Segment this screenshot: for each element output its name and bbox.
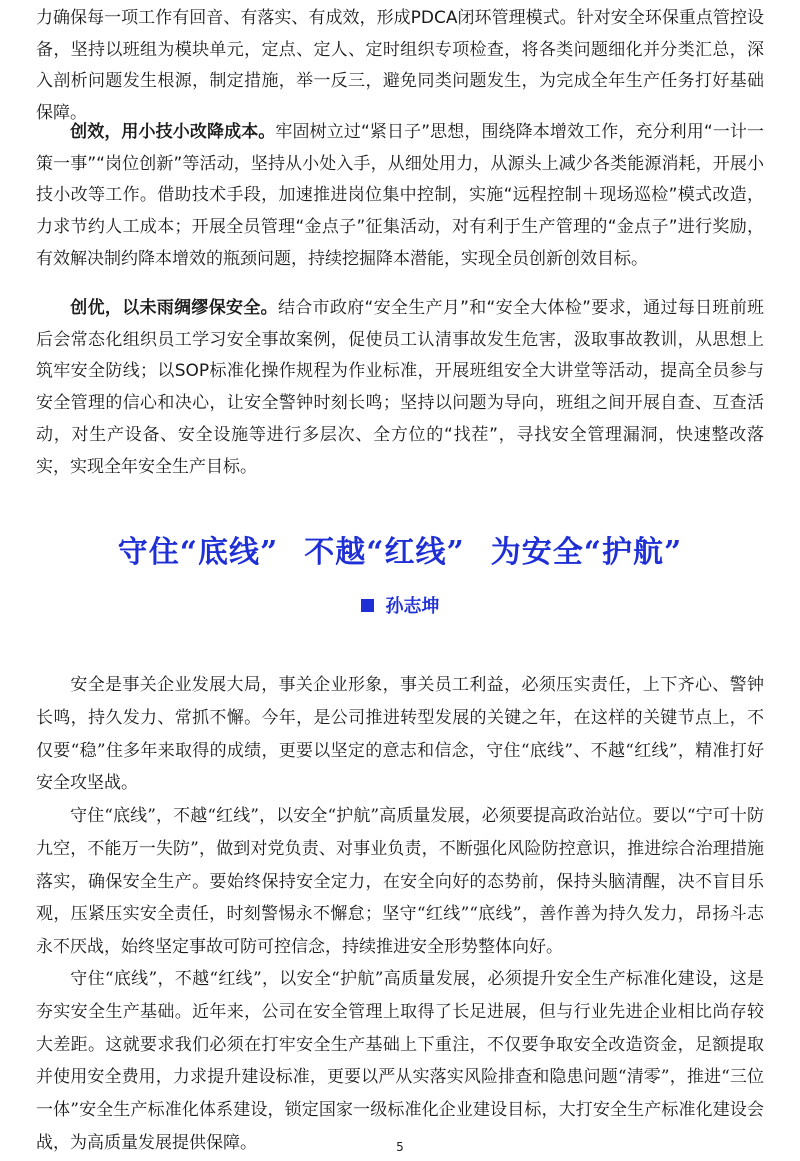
paragraph-lead: 创优，以未雨绸缪保安全。 bbox=[70, 298, 278, 318]
paragraph-text: 守住“底线”，不越“红线”，以安全“护航”高质量发展，必须要提高政治站位。要以“宁可十防九空，不能万一失防”，做到对党负责、对事业负责，不断强化风险防控意识，推进综合治理措施落实，确保安全生产。要始终保持安全定力，在安全向好的态势前，保持头脑清醒，决不盲目乐观，压紧压实安全责任，时刻警惕永不懈怠；坚守“红线”“底线”，善作善为持久发力，昂扬斗志永不厌战，始终坚定事故可防可控信念，持续推进安全形势整体向好。 bbox=[36, 806, 764, 958]
article-paragraph-1 bbox=[36, 669, 764, 800]
paragraph-text: 力确保每一项工作有回音、有落实、有成效，形成PDCA闭环管理模式。针对安全环保重点管控设备，坚持以班组为模块单元，定点、定人、定时组织专项检查，将各类问题细化并分类汇总，深入剖析问题发生根源，制定措施，举一反三，避免同类问题发生，为完成全年生产任务打好基础保障。 bbox=[36, 8, 764, 124]
article-paragraph-2 bbox=[36, 800, 764, 964]
paragraph-pdca bbox=[36, 3, 764, 130]
title-part-3: 为安全“护航” bbox=[490, 535, 683, 570]
author-name: 孙志坤 bbox=[385, 596, 440, 617]
article-paragraph-3 bbox=[36, 963, 764, 1160]
paragraph-lead: 创效，用小技小改降成本。 bbox=[70, 122, 276, 142]
author-byline bbox=[0, 592, 800, 618]
title-part-1: 守住“底线” bbox=[117, 535, 279, 570]
page-number: 5 bbox=[396, 1140, 404, 1154]
article-title bbox=[0, 527, 800, 571]
title-part-2: 不越“红线” bbox=[304, 535, 465, 570]
paragraph-cost-reduction bbox=[36, 117, 764, 276]
paragraph-safety-precaution bbox=[36, 293, 764, 483]
paragraph-text: 结合市政府“安全生产月”和“安全大体检”要求，通过每日班前班后会常态化组织员工学习安全事故案例，促使员工认清事故发生危害，汲取事故教训，从思想上筑牢安全防线；以SOP标准化操作规程为作业标准，开展班组安全大讲堂等活动，提高全员参与安全管理的信心和决心，让安全警钟时刻长鸣；坚持以问题为导向，班组之间开展自查、互查活动，对生产设备、安全设施等进行多层次、全方位的“找茬”，寻找安全管理漏洞，快速整改落实，实现全年安全生产目标。 bbox=[36, 298, 764, 477]
square-bullet-icon bbox=[361, 599, 374, 612]
paragraph-text: 安全是事关企业发展大局，事关企业形象，事关员工利益，必须压实责任，上下齐心、警钟长鸣，持久发力、常抓不懈。今年，是公司推进转型发展的关键之年，在这样的关键节点上，不仅要“稳”住多年来取得的成绩，更要以坚定的意志和信念，守住“底线”、不越“红线”，精准打好安全攻坚战。 bbox=[36, 675, 764, 794]
paragraph-text: 牢固树立过“紧日子”思想，围绕降本增效工作，充分利用“一计一策一事”“岗位创新”等活动，坚持从小处入手，从细处用力，从源头上减少各类能源消耗，开展小技小改等工作。借助技术手段，加速推进岗位集中控制，实施“远程控制＋现场巡检”模式改造，力求节约人工成本；开展全员管理“金点子”征集活动，对有利于生产管理的“金点子”进行奖励，有效解决制约降本增效的瓶颈问题，持续挖掘降本潜能，实现全员创新创效目标。 bbox=[36, 122, 765, 269]
paragraph-text: 守住“底线”，不越“红线”，以安全“护航”高质量发展，必须提升安全生产标准化建设，这是夯实安全生产基础。近年来，公司在安全管理上取得了长足进展，但与行业先进企业相比尚存较大差距。这就要求我们必须在打牢安全生产基础上下重注，不仅要争取安全改造资金，足额提取并使用安全费用，力求提升建设标准，更要以严从实落实风险排查和隐患问题“清零”，推进“三位一体”安全生产标准化体系建设，锁定国家一级标准化企业建设目标，大打安全生产标准化建设会战，为高质量发展提供保障。 bbox=[36, 969, 764, 1153]
